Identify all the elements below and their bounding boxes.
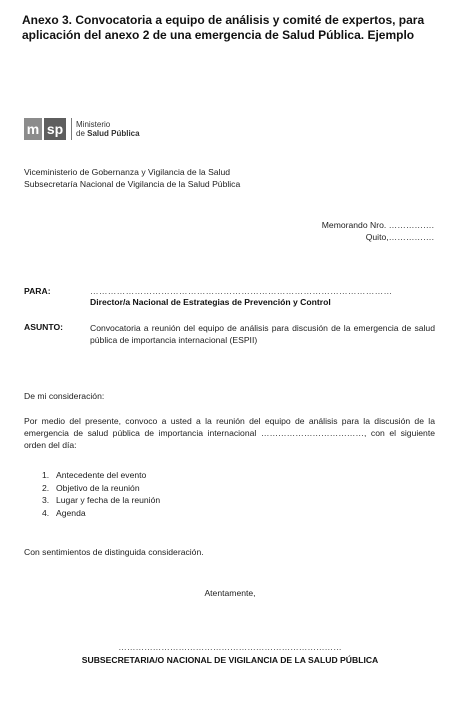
agenda-number: 4. xyxy=(42,507,50,518)
closing-line: Con sentimientos de distinguida consideración. xyxy=(24,547,204,557)
agenda-list xyxy=(42,469,160,519)
list-item xyxy=(42,494,160,507)
memo-city: Quito,……………. xyxy=(365,232,434,242)
logo-mark-m: m xyxy=(24,118,42,140)
document-heading xyxy=(22,13,452,43)
logo-divider xyxy=(71,118,72,140)
ministry-logo xyxy=(24,117,140,141)
list-item xyxy=(42,482,160,495)
logo-text-prefix: de xyxy=(76,129,88,138)
sender-line-2: Subsecretaría Nacional de Vigilancia de la Salud Pública xyxy=(24,179,241,189)
memo-block xyxy=(322,219,434,243)
logo-mark-sp: sp xyxy=(44,118,66,140)
agenda-text: Agenda xyxy=(56,507,86,518)
agenda-text: Objetivo de la reunión xyxy=(56,482,140,493)
signature-title: SUBSECRETARIA/O NACIONAL DE VIGILANCIA DE LA SALUD PÚBLICA xyxy=(81,655,379,665)
signature-line: …………………………………………………………………… xyxy=(118,642,342,652)
agenda-text: Antecedente del evento xyxy=(56,470,147,480)
heading-line-1: Anexo 3. Convocatoria a equipo de análisis y comité de expertos, para xyxy=(22,13,425,27)
agenda-text: Lugar y fecha de la reunión xyxy=(56,495,161,505)
logo-text-line-1: Ministerio xyxy=(76,120,111,129)
heading-line-2: aplicación del anexo 2 de una emergencia de Salud Pública. Ejemplo xyxy=(22,28,415,42)
para-blank-line: ………………………………………………………………………………………… xyxy=(90,286,393,296)
para-label: PARA: xyxy=(24,286,51,296)
logo-text xyxy=(76,120,140,138)
asunto-label: ASUNTO: xyxy=(24,322,63,332)
agenda-number: 2. xyxy=(42,482,50,493)
list-item xyxy=(42,469,160,482)
msp-logo-icon xyxy=(24,118,66,140)
agenda-number: 3. xyxy=(42,495,50,505)
memo-number: Memorando Nro. ……………. xyxy=(321,220,434,230)
agenda-number: 1. xyxy=(42,470,50,480)
asunto-text: Convocatoria a reunión del equipo de análisis para discusión de la emergencia de salud pública de importancia internacional (ESPII) xyxy=(90,323,435,345)
logo-text-bold: Salud Pública xyxy=(87,129,140,138)
sender-block xyxy=(24,166,240,190)
para-recipient: Director/a Nacional de Estrategias de Prevención y Control xyxy=(90,297,331,307)
atentamente: Atentamente, xyxy=(204,588,256,598)
greeting: De mi consideración: xyxy=(24,391,105,401)
body-paragraph: Por medio del presente, convoco a usted a la reunión del equipo de análisis para la discusión de la emergencia de salud pública de importancia internacional ………………………………, con el siguiente orden del día: xyxy=(24,416,435,450)
logo-text-line-2 xyxy=(76,129,140,138)
sender-line-1: Viceministerio de Gobernanza y Vigilancia de la Salud xyxy=(24,167,231,177)
list-item xyxy=(42,507,160,520)
